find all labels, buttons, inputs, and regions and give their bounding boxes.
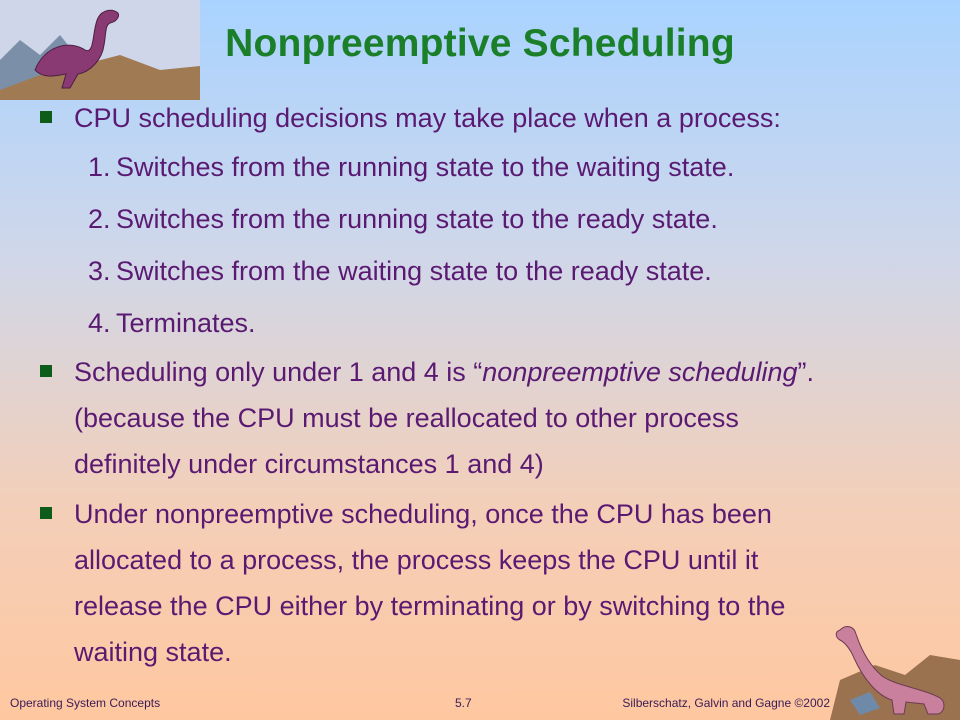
list-number: 1.	[88, 152, 111, 182]
bullet-2-paragraph	[40, 395, 940, 487]
list-number: 4.	[88, 308, 111, 338]
bullet-square-icon	[40, 507, 52, 519]
bullet-2-suffix: ”.	[797, 357, 814, 387]
bullet-3-line: allocated to a process, the process keeps the CPU until it	[74, 545, 759, 575]
slide-title: Nonpreemptive Scheduling	[225, 22, 735, 65]
bullet-2-prefix: Scheduling only under 1 and 4 is “	[74, 357, 483, 387]
list-item	[88, 141, 940, 193]
bullet-square-icon	[40, 111, 52, 123]
footer-left: Operating System Concepts	[10, 696, 161, 710]
footer-right: Silberschatz, Galvin and Gagne ©2002	[622, 696, 830, 710]
list-item	[88, 193, 940, 245]
paragraph-line: (because the CPU must be reallocated to other process	[74, 403, 739, 433]
bullet-2-text	[74, 349, 814, 395]
list-number: 2.	[88, 204, 111, 234]
bullet-1-text: CPU scheduling decisions may take place when a process:	[74, 103, 781, 133]
list-item-text: Switches from the running state to the ready state.	[116, 204, 718, 234]
paragraph-line: definitely under circumstances 1 and 4)	[74, 449, 544, 479]
bullet-square-icon	[40, 365, 52, 377]
slide-content	[40, 95, 940, 675]
bullet-1	[40, 95, 940, 141]
bullet-3-line: waiting state.	[74, 637, 232, 667]
list-item	[88, 245, 940, 297]
footer-page-number: 5.7	[455, 696, 472, 710]
bullet-3	[40, 491, 940, 675]
bullet-3-line: Under nonpreemptive scheduling, once the CPU has been	[74, 499, 772, 529]
numbered-list	[40, 141, 940, 349]
list-number: 3.	[88, 256, 111, 286]
list-item	[88, 297, 940, 349]
bullet-2	[40, 349, 940, 395]
list-item-text: Terminates.	[116, 308, 256, 338]
list-item-text: Switches from the waiting state to the ready state.	[116, 256, 712, 286]
bullet-3-line: release the CPU either by terminating or by switching to the	[74, 591, 786, 621]
bullet-2-italic: nonpreemptive scheduling	[482, 357, 798, 387]
list-item-text: Switches from the running state to the waiting state.	[116, 152, 735, 182]
bullet-3-text	[74, 491, 785, 675]
